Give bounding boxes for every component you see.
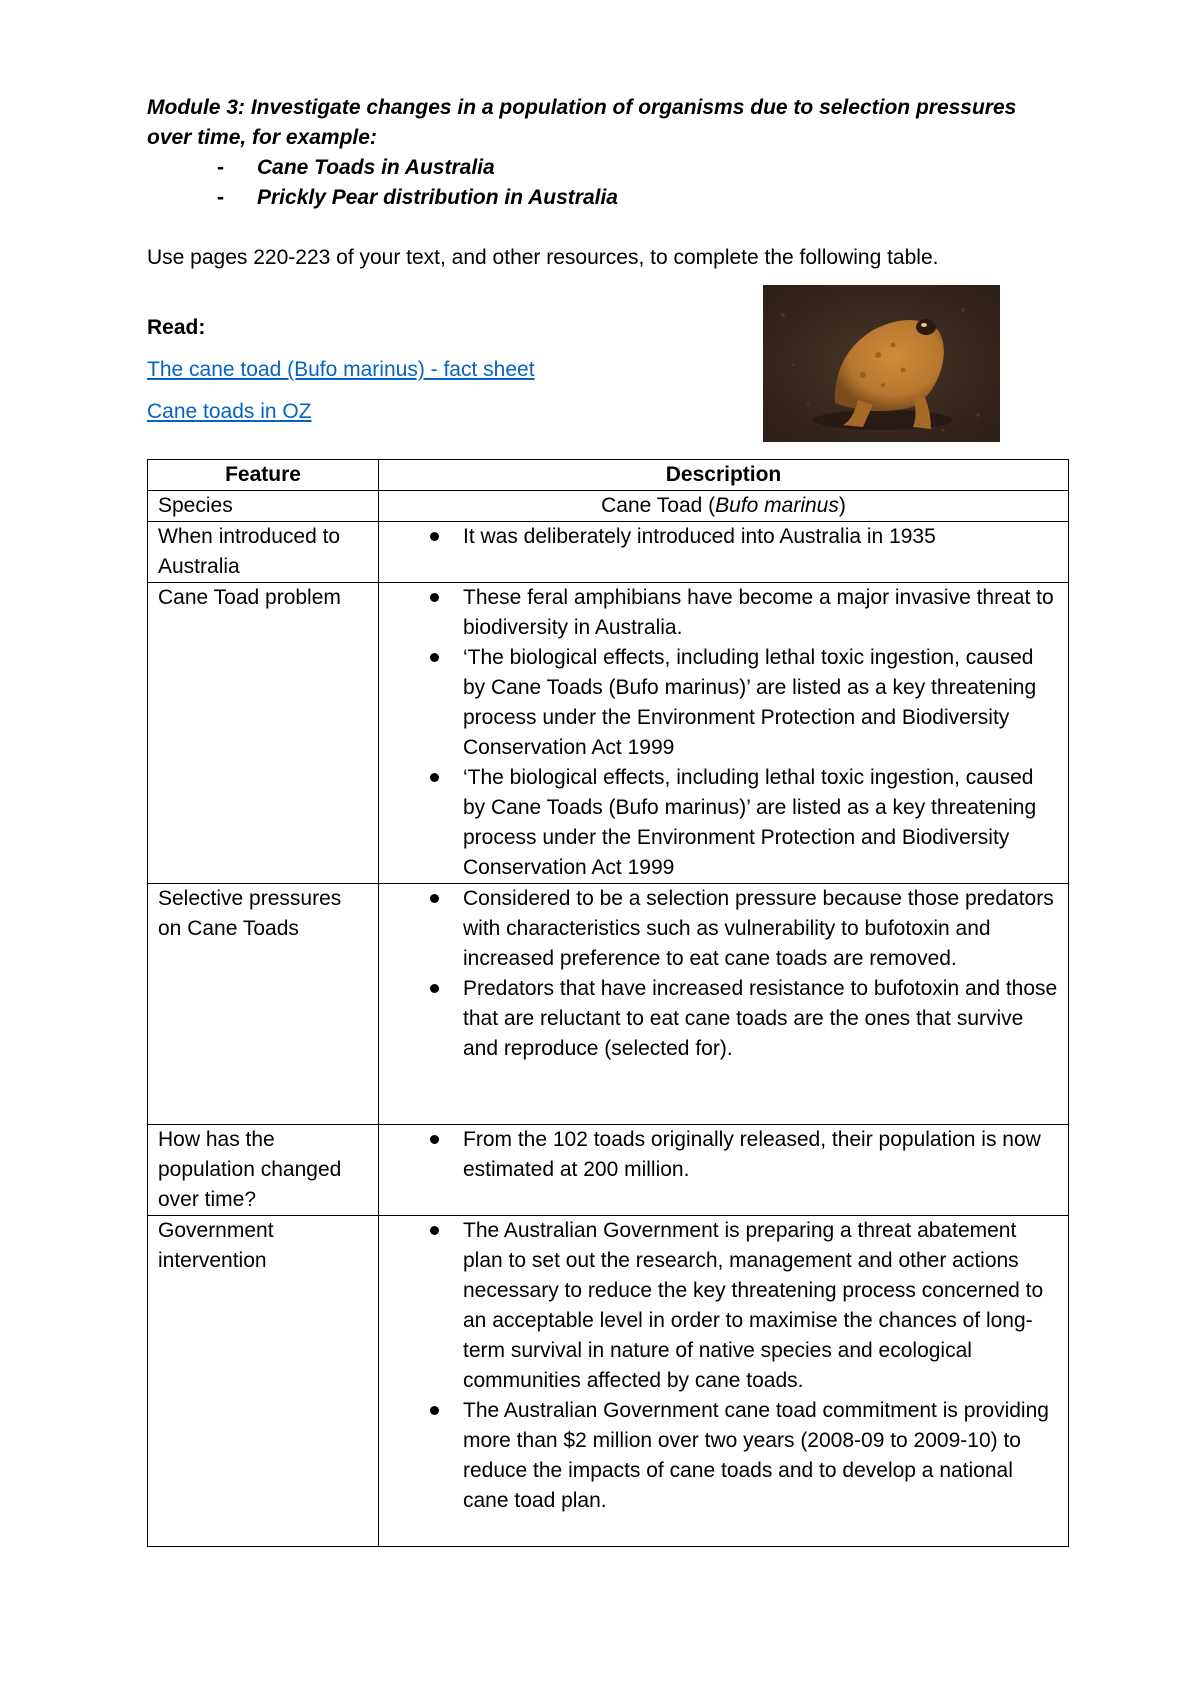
read-heading: Read: (147, 316, 206, 339)
dash-marker: - (217, 186, 224, 209)
bullet-list (389, 1125, 1058, 1185)
example-label: Cane Toads in Australia (257, 156, 495, 179)
module-title: Module 3: Investigate changes in a population of organisms due to selection pressures over time, for example: (147, 96, 1017, 149)
bullet-item: The Australian Government cane toad commitment is providing more than $2 million over two years (2008-09 to 2009-10) to reduce the impacts of cane toads and to develop a national cane toad plan. (389, 1396, 1058, 1516)
bullet-item: Predators that have increased resistance to bufotoxin and those that are reluctant to eat cane toads are the ones that survive and reproduce (selected for). (389, 974, 1058, 1064)
description-cell (379, 1125, 1069, 1216)
header-description: Description (379, 460, 1069, 491)
example-list (217, 153, 618, 213)
table-row (148, 522, 1069, 583)
description-cell (379, 583, 1069, 884)
cane-toads-in-oz-link[interactable]: Cane toads in OZ (147, 400, 312, 423)
feature-cell: Selective pressures on Cane Toads (148, 884, 379, 1125)
species-name: Cane Toad ( (601, 494, 716, 517)
header-feature: Feature (148, 460, 379, 491)
cane-toad-photo (763, 285, 1000, 442)
bullet-item: These feral amphibians have become a major invasive threat to biodiversity in Australia. (389, 583, 1058, 643)
bullet-list (389, 884, 1058, 1064)
instruction-text: Use pages 220-223 of your text, and other resources, to complete the following table. (147, 246, 939, 269)
example-item (217, 183, 618, 213)
feature-cell: Cane Toad problem (148, 583, 379, 884)
dash-marker: - (217, 156, 224, 179)
description-cell (379, 884, 1069, 1125)
bullet-list (389, 1216, 1058, 1516)
description-cell (379, 522, 1069, 583)
fact-sheet-link[interactable]: The cane toad (Bufo marinus) - fact sheet (147, 358, 535, 381)
example-label: Prickly Pear distribution in Australia (257, 186, 618, 209)
bullet-item: The Australian Government is preparing a threat abatement plan to set out the research, management and other actions necessary to reduce the key threatening process concerned to an acceptable level in order to maximise the chances of long-term survival in nature of native species and ecological communities affected by cane toads. (389, 1216, 1058, 1396)
bullet-list (389, 522, 1058, 552)
species-cell (379, 491, 1069, 522)
feature-cell: Species (148, 491, 379, 522)
bullet-item: It was deliberately introduced into Australia in 1935 (389, 522, 1058, 552)
feature-cell: Government intervention (148, 1216, 379, 1547)
bullet-item: From the 102 toads originally released, their population is now estimated at 200 million. (389, 1125, 1058, 1185)
feature-cell: When introduced to Australia (148, 522, 379, 583)
bullet-item: ‘The biological effects, including lethal toxic ingestion, caused by Cane Toads (Bufo marinus)’ are listed as a key threatening process under the Environment Protection and Biodiversity Conservation Act 1999 (389, 763, 1058, 883)
table-row (148, 1125, 1069, 1216)
description-cell (379, 1216, 1069, 1547)
table-row (148, 583, 1069, 884)
bullet-item: ‘The biological effects, including lethal toxic ingestion, caused by Cane Toads (Bufo marinus)’ are listed as a key threatening process under the Environment Protection and Biodiversity Conservation Act 1999 (389, 643, 1058, 763)
bullet-item: Considered to be a selection pressure because those predators with characteristics such as vulnerability to bufotoxin and increased preference to eat cane toads are removed. (389, 884, 1058, 974)
feature-cell: How has the population changed over time? (148, 1125, 379, 1216)
table-row (148, 491, 1069, 522)
species-latin-name: Bufo marinus (715, 494, 839, 517)
example-item (217, 153, 618, 183)
table-header-row (148, 460, 1069, 491)
bullet-list (389, 583, 1058, 883)
feature-table (147, 459, 1069, 1547)
species-close: ) (838, 494, 846, 517)
table-row (148, 1216, 1069, 1547)
table-row (148, 884, 1069, 1125)
